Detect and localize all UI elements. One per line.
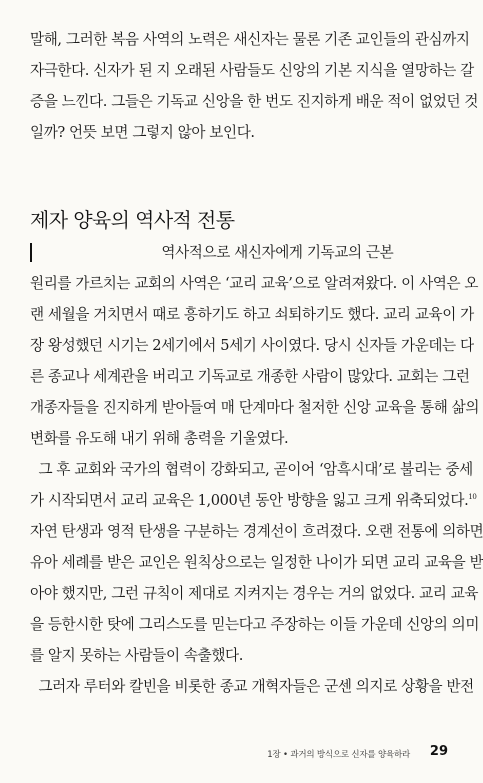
page-number: 29: [429, 744, 448, 759]
footnote-marker: 10: [468, 493, 477, 502]
text-line: 자극한다. 신자가 된 지 오래된 사람들도 신앙의 기본 지식을 열망하는 갈: [30, 62, 474, 79]
text-line: 원리를 가르치는 교회의 사역은 ‘교리 교육’으로 알려져왔다. 이 사역은 오: [30, 275, 479, 292]
text-line: 개종자들을 진지하게 받아들여 매 단계마다 철저한 신앙 교육을 통해 삶의: [30, 399, 480, 416]
text-line: 그 후 교회와 국가의 협력이 강화되고, 곧이어 ‘암흑시대’로 불리는 중세: [30, 461, 473, 478]
text-line: 변화를 유도해 내기 위해 총력을 기울였다.: [30, 430, 289, 447]
text-line: 른 종교나 세계관을 버리고 기독교로 개종한 사람이 많았다. 교회는 그런: [30, 368, 470, 385]
text-line: 장 왕성했던 시기는 2세기에서 5세기 사이였다. 당시 신자들 가운데는 다: [30, 337, 474, 354]
text-line: 증을 느낀다. 그들은 기독교 신앙을 한 번도 진지하게 배운 적이 없었던 것: [30, 93, 479, 110]
text-line: 자연 탄생과 영적 탄생을 구분하는 경계선이 흐려졌다. 오랜 전통에 의하면: [30, 523, 483, 540]
running-footer-chapter: 1장 • 과거의 방식으로 신자를 양육하라: [267, 750, 410, 760]
text-line: 말해, 그러한 복음 사역의 노력은 새신자는 물론 기존 교인들의 관심까지: [30, 31, 470, 48]
text-line: 역사적으로 새신자에게 기독교의 근본: [30, 244, 394, 261]
text-line: 일까? 언뜻 보면 그렇지 않아 보인다.: [30, 124, 255, 141]
paragraph-body: [30, 237, 483, 702]
paragraph-top: [30, 24, 479, 148]
text-line: 아야 했지만, 그런 규칙이 제대로 지켜지는 경우는 거의 없었다. 교리 교육: [30, 585, 479, 602]
text-line-with-footnote: [30, 485, 477, 516]
text-line: 유아 세례를 받은 교인은 원칙상으로는 일정한 나이가 되면 교리 교육을 받: [30, 554, 483, 571]
text-line: 랜 세월을 거치면서 때로 흥하기도 하고 쇠퇴하기도 했다. 교리 교육이 가: [30, 306, 474, 323]
page-footer: [0, 744, 470, 764]
text-line: 그러자 루터와 칼빈을 비롯한 종교 개혁자들은 군센 의지로 상황을 반전: [30, 678, 474, 695]
section-heading: 제자 양육의 역사적 전통: [30, 208, 235, 232]
text-line: 를 알지 못하는 사람들이 속출했다.: [30, 647, 243, 664]
text-line: 을 등한시한 탓에 그리스도를 믿는다고 주장하는 이들 가운데 신앙의 의미: [30, 616, 480, 633]
text-line: 가 시작되면서 교리 교육은 1,000년 동안 방향을 잃고 크게 위축되었다.: [30, 492, 469, 509]
